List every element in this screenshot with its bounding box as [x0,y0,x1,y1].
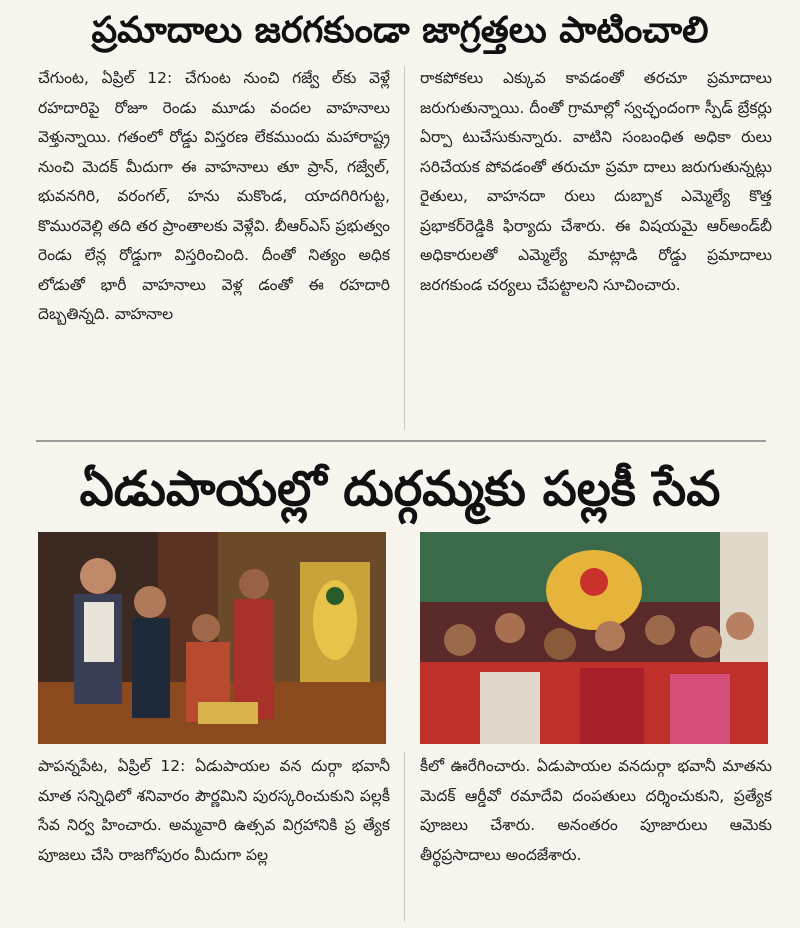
photo-palanquin-procession-graphic [420,532,768,744]
photo-temple-officials [38,532,386,744]
headline-road-safety: ప్రమాదాలు జరగకుండా జాగ్రత్తలు పాటించాలి [91,10,709,51]
article-separator [36,440,766,442]
photo-temple-officials-graphic [38,532,386,744]
column-divider [404,66,405,430]
article1-column-left: చేగుంట, ఏప్రిల్ 12: చేగుంట నుంచి గజ్వే ల్‌కు వెళ్లే రహదారిపై రోజూ రెండు మూడు వందల వాహనాలు వెళ్తున్నాయి. గతంలో రోడ్డు విస్తరణ లేకముందు మహారాష్ట్ర నుంచి మెదక్ మీదుగా ఈ వాహనాలు తూ ప్రాన్, గజ్వేల్, భువనగిరి, వరంగల్, హను మకొండ, యాదగిరిగుట్ట, కొమురవెల్లి తది తర ప్రాంతాలకు వెళ్లేవి. బీఆర్ఎస్ ప్రభుత్వం రెండు లేన్ల రోడ్డుగా విస్తరించింది. దీంతో నిత్యం అధిక లోడుతో భారీ వాహనాలు వెళ్ల డంతో ఈ రహదారి దెబ్బతిన్నది. వాహనాల [38,69,390,323]
article2-column-right: కీలో ఊరేగించారు. ఏడుపాయల వనదుర్గా భవానీ మాతను మెదక్ ఆర్డీవో రమాదేవి దంపతులు దర్శించుకుని, ప్రత్యేక పూజలు చేశారు. అనంతరం పూజారులు ఆమెకు తీర్థప్రసాదాలు అందజేశారు. [420,757,772,864]
photo-palanquin-procession [420,532,768,744]
article1-column-right: రాకపోకలు ఎక్కువ కావడంతో తరచూ ప్రమాదాలు జరుగుతున్నాయి. దీంతో గ్రామాల్లో స్వచ్ఛందంగా స్పీడ్ బ్రేకర్లు ఏర్పా టుచేసుకున్నారు. వాటిని సంబంధిత అధికా రులు సరిచేయక పోవడంతో తరుచూ ప్రమా దాలు జరుగుతున్నట్లు రైతులు, వాహనదా రులు దుబ్బాక ఎమ్మెల్యే కొత్త ప్రభాకర్‌రెడ్డికి ఫిర్యాదు చేశారు. ఈ విషయమై ఆర్అండ్‌బీ అధికారులతో ఎమ్మెల్యే మాట్లాడి రోడ్డు ప్రమాదాలు జరగకుండ చర్యలు చేపట్టాలని సూచించారు. [420,69,772,294]
article2-column-left: పాపన్నపేట, ఏప్రిల్ 12: ఏడుపాయల వన దుర్గా భవానీ మాత సన్నిధిలో శనివారం పౌర్ణమిని పురస్కరించుకుని పల్లకీ సేవ నిర్వ హించారు. అమ్మవారి ఉత్సవ విగ్రహానికి ప్ర త్యేక పూజలు చేసి రాజగోపురం మీదుగా పల్ల [38,757,390,864]
headline-palanquin-seva: ఏడుపాయల్లో దుర్గమ్మకు పల్లకీ సేవ [79,461,721,517]
column-divider-bottom [404,752,405,922]
